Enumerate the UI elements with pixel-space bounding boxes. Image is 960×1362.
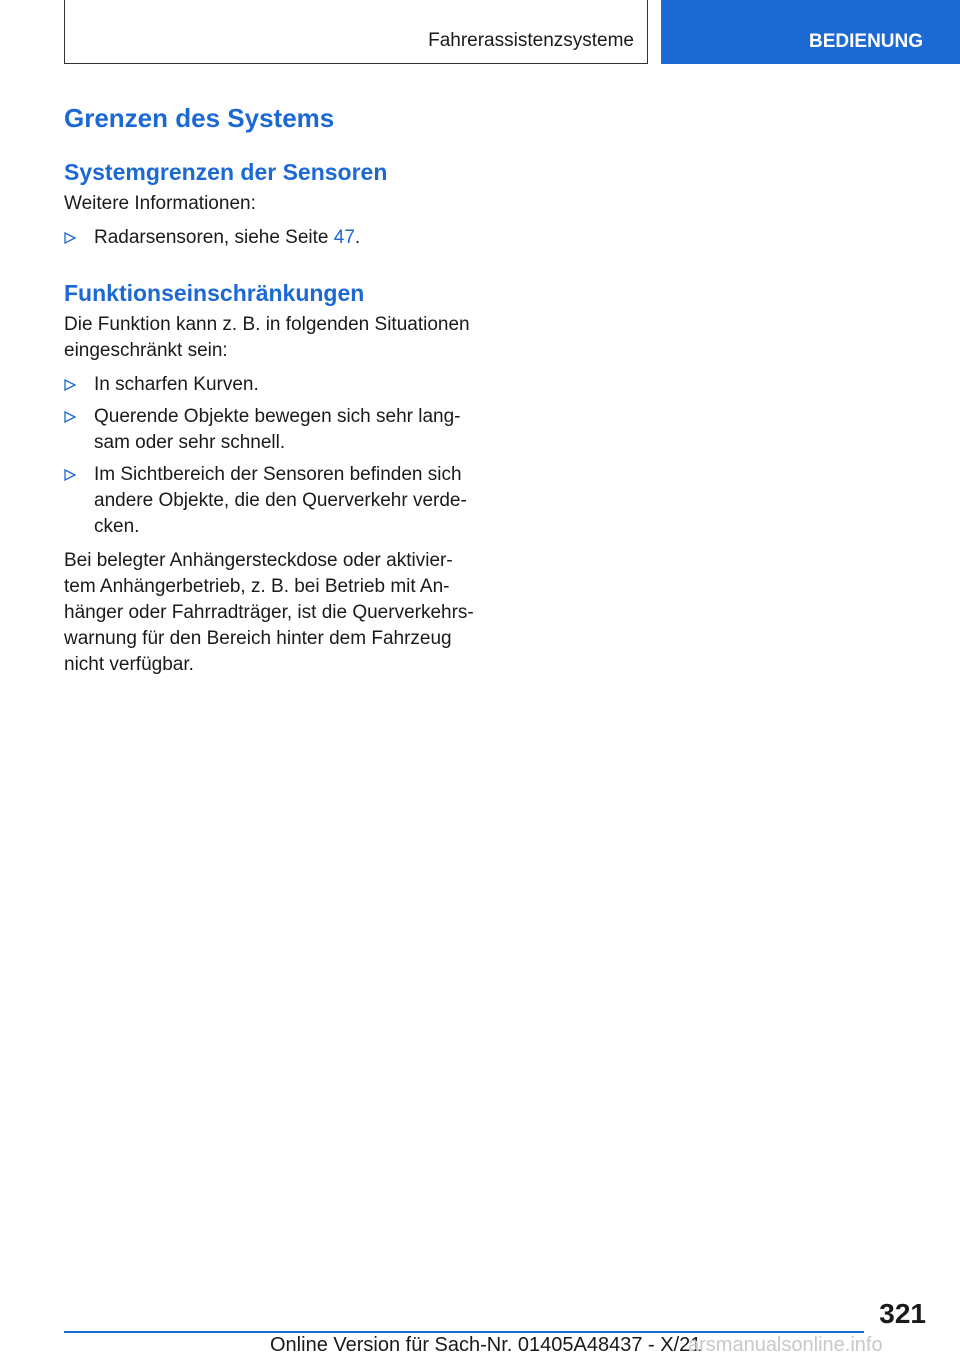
section-intro: Weitere Informationen: [64, 193, 256, 214]
bullet-list [64, 372, 484, 540]
list-item-text: Im Sichtbereich der Sensoren befinden sich andere Objekte, die den Querverkehr verde-cken. [94, 464, 467, 537]
section-heading-restrictions: Funktionseinschränkungen [64, 280, 365, 306]
triangle-right-icon [64, 469, 76, 481]
header-box [64, 0, 648, 64]
page-heading: Grenzen des Systems [64, 103, 335, 133]
list-item [64, 225, 484, 251]
note-paragraph: Bei belegter Anhängersteckdose oder aktivier-tem Anhängerbetrieb, z. B. bei Betrieb mit An-hänger oder Fahrradträger, ist die Querverkehrs-warnung für den Bereich hinter dem Fahrzeug nicht verfügbar. [64, 550, 474, 675]
page-number: 321 [879, 1298, 926, 1329]
section-heading-sensor-limits: Systemgrenzen der Sensoren [64, 159, 388, 185]
list-item-suffix: . [354, 227, 361, 248]
watermark: arsmanualsonline.info [688, 1334, 883, 1356]
triangle-right-icon [64, 232, 76, 244]
list-item-text: In scharfen Kurven. [94, 374, 259, 395]
bullet-list [64, 225, 484, 251]
main-content [64, 101, 484, 678]
section-intro: Die Funktion kann z. B. in folgenden Situationen eingeschränkt sein: [64, 314, 470, 361]
triangle-right-icon [64, 379, 76, 391]
list-item-text: Radarsensoren, siehe Seite [94, 227, 334, 248]
footer-divider [64, 1331, 864, 1333]
chapter-tab[interactable] [661, 0, 960, 64]
chapter-tab-label: BEDIENUNG [809, 31, 924, 52]
list-item [64, 404, 484, 456]
footer-online-version: Online Version für Sach-Nr. 01405A48437 - X/21 [270, 1334, 702, 1356]
list-item [64, 372, 484, 398]
list-item [64, 462, 484, 540]
list-item-text: Querende Objekte bewegen sich sehr lang-sam oder sehr schnell. [94, 406, 461, 453]
section-title: Fahrerassistenzsysteme [428, 30, 634, 51]
page-link[interactable]: 47 [333, 227, 355, 248]
triangle-right-icon [64, 411, 76, 423]
